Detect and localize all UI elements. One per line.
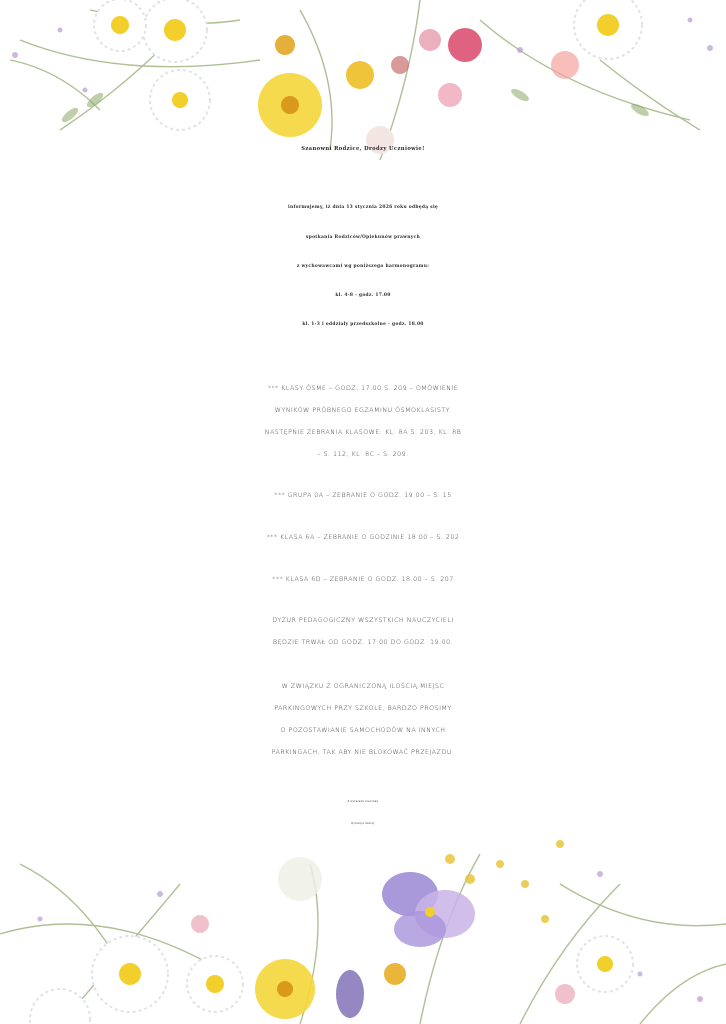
signature: Dyrekcja Szkoły	[351, 822, 375, 825]
notice-group-0a: *** GRUPA 0A – ZEBRANIE O GODZ. 19.00 – S. 15	[274, 492, 452, 499]
notice-line: WYNIKÓW PRÓBNEGO EGZAMINU ÓSMOKLASISTY.	[274, 407, 452, 414]
intro-line: spotkania Rodziców/Opiekunów prawnych	[305, 235, 421, 240]
parking-line: O POZOSTAWIANIE SAMOCHODÓW NA INNYCH	[280, 727, 446, 734]
greeting: Szanowni Rodzice, Drodzy Uczniowie!	[301, 146, 425, 152]
notice-line: NASTĘPNIE ZEBRANIA KLASOWE: KL. 8A S. 203, KL. 8B	[264, 429, 462, 436]
notice-line: – S. 112, KL. 8C – S. 209.	[317, 451, 409, 458]
notice-line: *** KLASY ÓSME – GODZ. 17.00 S. 209 – OMÓWIENIE	[267, 385, 459, 392]
closing-line: Z wyrazami szacunku	[347, 800, 379, 803]
parking-line: W ZWIĄZKU Z OGRANICZONĄ ILOŚCIĄ MIEJSC	[281, 683, 445, 690]
duty-line: BĘDZIE TRWAŁ OD GODZ. 17:00 DO GODZ. 19:00.	[272, 639, 454, 646]
duty-line: DYŻUR PEDAGOGICZNY WSZYSTKICH NAUCZYCIELI	[272, 617, 454, 624]
intro-line: informujemy, iż dnia 13 stycznia 2026 roku odbędą się	[287, 205, 439, 210]
parking-line: PARKINGACH, TAK ABY NIE BLOKOWAĆ PRZEJAZDU.	[271, 749, 455, 756]
notice-class-6a: *** KLASA 6A – ZEBRANIE O GODZINIE 18.00 – S. 202	[266, 534, 460, 541]
schedule-line: kl. 1-3 i oddziały przedszkolne - godz. 18.00	[302, 322, 424, 327]
schedule-line: kl. 4-8 - godz. 17.00	[335, 293, 391, 298]
parking-line: PARKINGOWYCH PRZY SZKOLE, BARDZO PROSIMY	[274, 705, 452, 712]
intro-line: z wychowawcami wg poniższego harmonogramu:	[296, 264, 430, 269]
notice-class-6d: *** KLASA 6D – ZEBRANIE O GODZ. 18.00 – S. 207	[272, 576, 454, 583]
